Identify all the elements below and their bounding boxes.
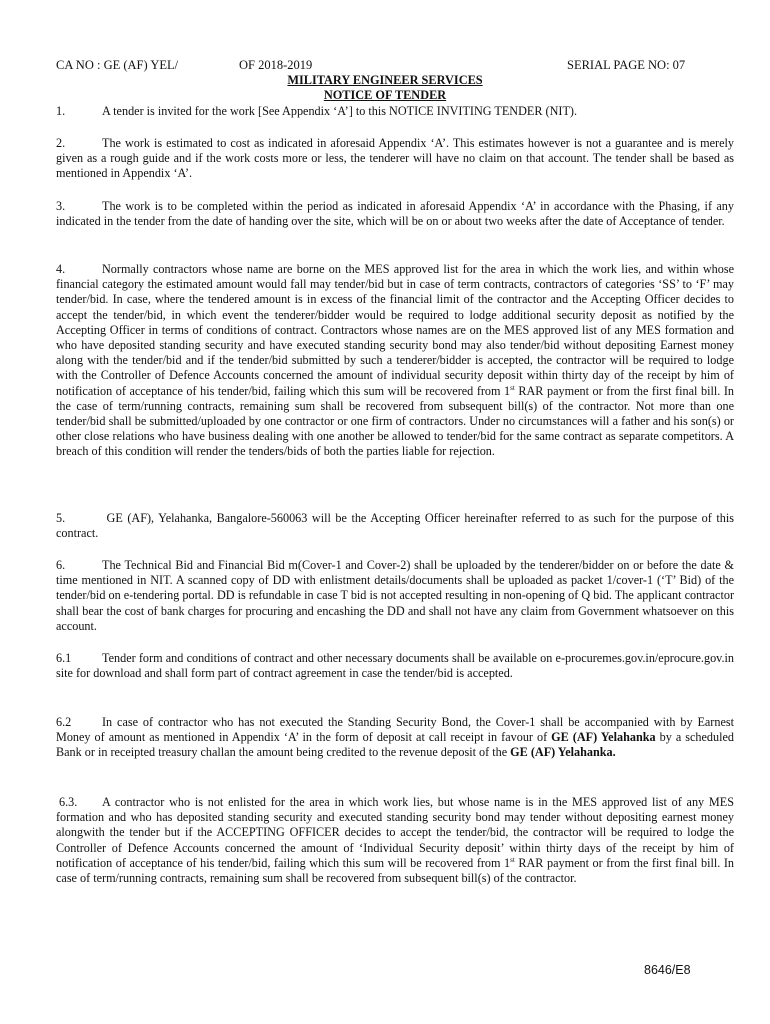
paragraph-3 [56,199,734,229]
paragraph-text-continued: RAR payment or from the first final bill. In the case of term/running contracts, remaining sum shall be recovered from subsequent bill(s) of the contractor. Not more than one tender/bid shall be submitted/uploaded by one contractor or one firm of contractors. Under no circumstances will a father and his son(s) or other close relations who have business dealing with one another be allowed to tender/bid for the same contract as separate competitors. A breach of this condition will render the tenders/bids of both the parties liable for rejection. [56,383,734,459]
ordinal-superscript: st [510,383,515,392]
paragraph-text: The Technical Bid and Financial Bid m(Cover-1 and Cover-2) shall be uploaded by the tenderer/bidder on or before the date & time mentioned in NIT. A scanned copy of DD with enlistment details/documents shall be uploaded as packet 1/cover-1 (‘T’ Bid) of the tender/bid on e-tendering portal. DD is refundable in case T bid is not accepted resulting in non-opening of Q bid. The applicant contractor shall bear the cost of bank charges for procuring and encashing the DD and shall not have any claim from Government whatsoever on this account. [56,558,734,633]
ca-number: CA NO : GE (AF) YEL/ [56,58,179,72]
paragraph-text: A tender is invited for the work [See Appendix ‘A’] to this NOTICE INVITING TENDER (NIT). [102,104,577,118]
paragraph-2 [56,136,734,182]
paragraph-5 [56,511,734,541]
paragraph-text: The work is to be completed within the period as indicated in aforesaid Appendix ‘A’ in accordance with the Phasing, if any indicated in the tender from the date of handing over the site, which will be on or about two weeks after the date of Acceptance of tender. [56,199,734,229]
paragraph-text-continued: by a scheduled Bank or in receipted treasury challan the amount being credited to the revenue deposit of the [56,730,734,760]
ordinal-superscript: st [510,855,515,864]
org-title: MILITARY ENGINEER SERVICES [287,73,483,87]
paragraph-number: 6.2 [56,715,72,729]
paragraph-text: Normally contractors whose name are borne on the MES approved list for the area in which the work lies, and within whose financial category the estimated amount would fall may tender/bid but in case of term contracts, contractors of categories ‘SS’ to ‘F’ may tender/bid. In case, where the tendered amount is in excess of the financial limit of the contractor and the Accepting Officer decides to accept the tender/bid, in which event the tenderer/bidder would be required to lodge additional security deposit as notified by the Accepting Officer in terms of conditions of contract. Contractors whose names are on the MES approved list of any MES formation and who have deposited standing security and have executed standing security bond may also tender/bid without depositing Earnest money along with the tender/bid and if the tender/bid submitted by such a tenderer/bidder is accepted, the contractor will be required to lodge with the Controller of Defence Accounts concerned the amount of individual security deposit within thirty day of the receipt by him of notification of acceptance of his tender/bid, failing which this sum will be recovered from 1 [56,262,734,398]
paragraph-text: Tender form and conditions of contract and other necessary documents shall be available on e-procuremes.gov.in/eprocure.gov.in site for download and shall form part of contract agreement in case the tender/bid is accepted. [56,651,734,681]
paragraph-number: 4. [56,262,66,276]
serial-page-number: SERIAL PAGE NO: 07 [567,58,686,72]
paragraph-number: 2. [56,136,66,150]
paragraph-6 [56,558,734,634]
paragraph-text: The work is estimated to cost as indicated in aforesaid Appendix ‘A’. This estimates however is not a guarantee and is merely given as a rough guide and if the work costs more or less, the tenderer will have no claim on that account. The tender shall be based as mentioned in Appendix ‘A’. [56,136,734,181]
paragraph-text: In case of contractor who has not executed the Standing Security Bond, the Cover-1 shall be accompanied with by Earnest Money of amount as mentioned in Appendix ‘A’ in the form of deposit at call receipt in favour of [56,715,734,745]
page-code: 8646/E8 [644,963,691,977]
paragraph-number: 1. [56,104,66,118]
document-header [56,58,716,74]
paragraph-1 [56,104,734,119]
paragraph-text-continued: RAR payment or from the first final bill. In case of term/running contracts, remaining sum shall be recovered from subsequent bill(s) of the contractor. [56,855,734,886]
notice-title: NOTICE OF TENDER [323,88,447,102]
paragraph-number: 5. [56,511,66,525]
accepting-office-name: GE (AF) Yelahanka [551,730,656,745]
paragraph-6-2 [56,715,734,761]
paragraph-number: 6. [56,558,66,572]
paragraph-text: GE (AF), Yelahanka, Bangalore-560063 will be the Accepting Officer hereinafter referred to as such for the purpose of this contract. [56,511,734,541]
financial-year: OF 2018-2019 [239,58,313,72]
paragraph-4 [56,262,734,460]
paragraph-6-3 [56,795,734,886]
paragraph-number: 6.1 [56,651,72,665]
paragraph-number: 6.3. [59,795,78,809]
paragraph-6-1 [56,651,734,681]
paragraph-text: A contractor who is not enlisted for the area in which work lies, but whose name is in the MES approved list of any MES formation and who has deposited standing security and executed standing security bond may tender without depositing earnest money alongwith the tender but if the ACCEPTING OFFICER decides to accept the tender/bid, the contractor will be required to lodge the Controller of Defence Accounts concerned the amount of ‘Individual Security deposit’ within thirty days of the receipt by him of notification of acceptance of his tender/bid, failing which this sum will be recovered from 1 [56,795,734,870]
accepting-office-name-2: GE (AF) Yelahanka. [510,745,616,760]
paragraph-number: 3. [56,199,66,213]
